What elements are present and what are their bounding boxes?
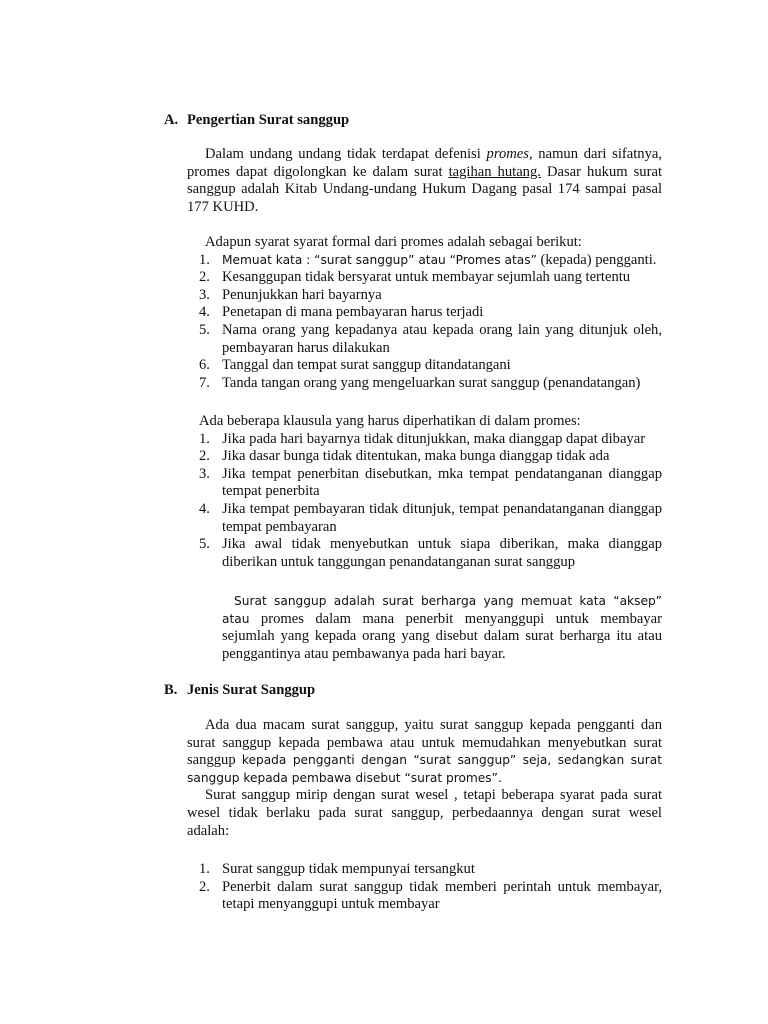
list1-intro: Adapun syarat syarat formal dari promes adalah sebagai berikut:	[205, 234, 582, 250]
list-item-text: Penerbit dalam surat sanggup tidak memberi perintah untuk membayar, tetapi menyanggupi untuk membayar	[222, 878, 662, 913]
list-item-text: Jika tempat pembayaran tidak ditunjuk, tempat penandatanganan dianggap tempat pembayaran	[222, 500, 662, 535]
list-item	[187, 879, 662, 914]
differences-list	[187, 861, 662, 914]
list-number: 5.	[199, 321, 210, 338]
list-number: 1.	[199, 861, 210, 877]
para-underlined-term: tagihan hutang.	[448, 163, 541, 180]
section-b-para2: Surat sanggup mirip dengan surat wesel , tetapi beberapa syarat pada surat wesel tidak berlaku pada surat sanggup, perbedaannya dengan surat wesel adalah:	[187, 787, 662, 839]
list-item	[187, 861, 662, 879]
list-number: 7.	[199, 374, 210, 391]
formal-requirements-list-block	[187, 234, 662, 392]
list-number: 2.	[199, 448, 210, 465]
list-item-text: Tanggal dan tempat surat sanggup ditandatangani	[222, 357, 511, 374]
section-a-paragraph	[187, 146, 662, 216]
section-b-paragraphs	[187, 717, 662, 840]
list-item-text: Nama orang yang kepadanya atau kepada orang lain yang ditunjuk oleh, pembayaran harus dilakukan	[222, 321, 662, 356]
list-item-text: Jika pada hari bayarnya tidak ditunjukkan, maka dianggap dapat dibayar	[222, 430, 646, 447]
note-sans-text: Surat sanggup adalah surat berharga yang memuat kata “aksep” atau	[222, 594, 662, 626]
list-number: 3.	[199, 465, 210, 482]
para-italic-promes: promes,	[486, 146, 533, 162]
list-number: 5.	[199, 536, 210, 553]
para-sans-text: kepada pengganti dengan “surat sanggup” seja, sedangkan surat sanggup kepada pembawa disebut “surat promes”.	[187, 753, 662, 785]
list-item-text: Penetapan di mana pembayaran harus terjadi	[222, 304, 484, 321]
list-item	[187, 431, 662, 449]
list2-intro: Ada beberapa klausula yang harus diperhatikan di dalam promes:	[199, 413, 581, 429]
clauses-list-block	[187, 413, 662, 571]
list-number: 1.	[199, 251, 210, 268]
para-text: Ada dua macam surat sanggup, yaitu surat sanggup kepada pengganti dan surat sanggup kepada pembawa atau untuk memudahkan menyebutkan surat sanggup	[187, 717, 662, 769]
clauses-list	[187, 431, 662, 572]
para-text: Dalam undang undang tidak terdapat defenisi	[205, 146, 487, 162]
list-item-text: Surat sanggup tidak mempunyai tersangkut	[222, 861, 475, 877]
list-number: 3.	[199, 286, 210, 303]
list-item	[187, 501, 662, 536]
list-item	[187, 322, 662, 357]
list-item-text: (kepada) pengganti.	[536, 251, 657, 268]
list-item	[187, 357, 662, 375]
list-number: 1.	[199, 430, 210, 447]
list-item	[187, 448, 662, 466]
list-number: 2.	[199, 269, 210, 286]
section-b-heading	[164, 682, 315, 700]
list-item-text: Jika awal tidak menyebutkan untuk siapa diberikan, maka dianggap diberikan untuk tanggungan penandatanganan surat sanggup	[222, 536, 662, 570]
list-item	[187, 269, 662, 287]
formal-requirements-list	[187, 252, 662, 393]
section-a-title: Pengertian Surat sanggup	[187, 112, 350, 128]
list-item-text: Tanda tangan orang yang mengeluarkan surat sanggup (penandatangan)	[222, 374, 641, 391]
aksep-note	[222, 593, 662, 663]
section-b-letter: B.	[164, 682, 178, 698]
list-item-text: Jika dasar bunga tidak ditentukan, maka bunga dianggap tidak ada	[222, 448, 610, 465]
list-number: 4.	[199, 304, 210, 321]
list-item	[187, 304, 662, 322]
section-a-letter: A.	[164, 112, 179, 128]
list-item-sans-text: Memuat kata : “surat sanggup” atau “Promes atas”	[222, 252, 537, 267]
para-text: namun dari sifatnya, promes dapat digolongkan ke dalam surat	[187, 146, 663, 180]
list-item	[187, 375, 662, 393]
list-number: 4.	[199, 500, 210, 517]
para-text: Dasar hukum surat sanggup adalah Kitab Undang-undang Hukum Dagang pasal 174 sampai pasal 177 KUHD.	[187, 163, 662, 215]
differences-list-block	[187, 861, 662, 914]
section-b-para1	[187, 717, 662, 787]
list-number: 6.	[199, 357, 210, 374]
list-number: 2.	[199, 878, 210, 895]
list-item	[187, 536, 662, 571]
note-text: promes dalam mana penerbit menyanggupi untuk membayar sejumlah yang kepada orang yang disebut dalam surat berharga itu atau penggantinya atau pembawanya pada hari bayar.	[222, 610, 662, 662]
list-item	[187, 466, 662, 501]
list-item	[187, 252, 662, 270]
list-item	[187, 287, 662, 305]
section-b-title: Jenis Surat Sanggup	[187, 682, 316, 698]
list-item-text: Penunjukkan hari bayarnya	[222, 286, 382, 303]
list-item-text: Kesanggupan tidak bersyarat untuk membayar sejumlah uang tertentu	[222, 269, 631, 286]
list-item-text: Jika tempat penerbitan disebutkan, mka tempat pendatanganan dianggap tempat penerbita	[222, 465, 662, 500]
section-a-heading	[164, 112, 349, 130]
